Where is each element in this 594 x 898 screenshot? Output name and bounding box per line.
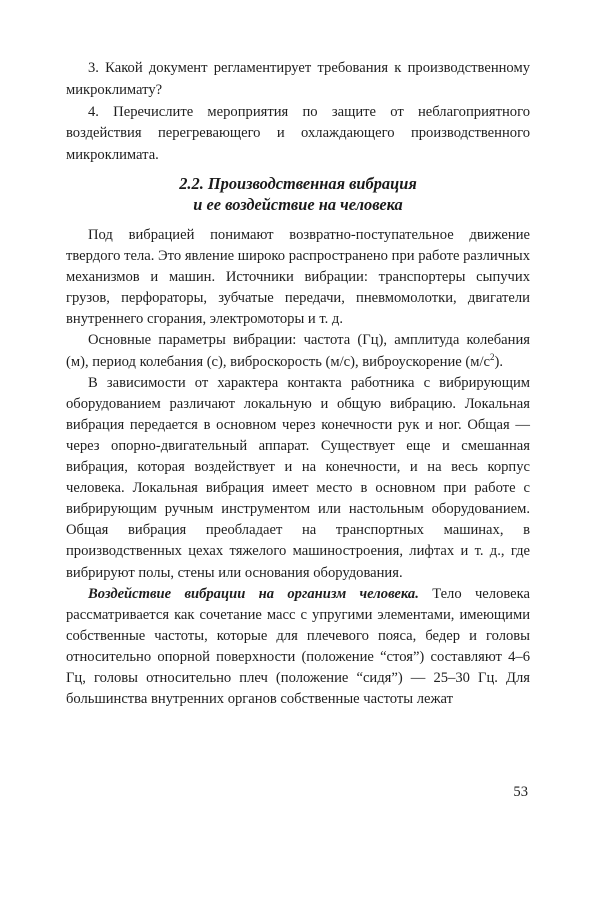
paragraph-parameters	[66, 330, 530, 372]
question-4: 4. Перечислите мероприятия по защите от неблагоприятного воздействия перегревающего и охлаждающего производственного микроклимата.	[66, 103, 530, 164]
parameters-text: Основные параметры вибрации: частота (Гц), амплитуда колебания (м), период колебания (с), виброскорость (м/с), виброускорение (м/с	[66, 332, 530, 370]
section-heading-line-2: и ее воздействие на человека	[193, 195, 403, 214]
run-in-heading: Воздействие вибрации на организм человека.	[88, 585, 419, 602]
question-3: 3. Какой документ регламентирует требования к производственному микроклимату?	[66, 60, 530, 98]
page-number: 53	[513, 784, 528, 800]
paragraph-body-effects	[66, 584, 530, 711]
paragraph-definition: Под вибрацией понимают возвратно-поступательное движение твердого тела. Это явление широко распространено при работе различных механизмов и машин. Источники вибрации: транспортеры сыпучих грузов, перфораторы, зубчатые передачи, пневмомолотки, двигатели внутреннего сгорания, электромоторы и т. д.	[66, 227, 530, 328]
parameters-end: ).	[494, 353, 504, 370]
body-effects-text: Тело человека рассматривается как сочетание масс с упругими элементами, имеющими собственные частоты, которые для плечевого пояса, бедер и головы относительно опорной поверхности (положение “стоя”) составляют 4–6 Гц, головы относительно плеч (положение “сидя”) — 25–30 Гц. Для большинства внутренних органов собственные частоты лежат	[66, 585, 530, 708]
section-heading	[66, 173, 530, 215]
section-body	[66, 225, 530, 710]
paragraph-vibration-types: В зависимости от характера контакта работника с вибрирующим оборудованием различают локальную и общую вибрацию. Локальная вибрация передается в основном через конечности рук и ног. Общая — через опорно-двигательный аппарат. Существует еще и смешанная вибрация, которая воздействует и на конечности, и на весь корпус человека. Локальная вибрация имеет место в основном при работе с вибрирующим ручным инструментом или настольным оборудованием. Общая вибрация преобладает на транспортных машинах, в производственных цехах тяжелого машиностроения, лифтах и т. д., где вибрируют полы, стены или основания оборудования.	[66, 374, 530, 581]
section-heading-line-1: 2.2. Производственная вибрация	[179, 174, 417, 193]
superscript-2: 2	[490, 351, 495, 362]
review-questions	[66, 58, 530, 167]
